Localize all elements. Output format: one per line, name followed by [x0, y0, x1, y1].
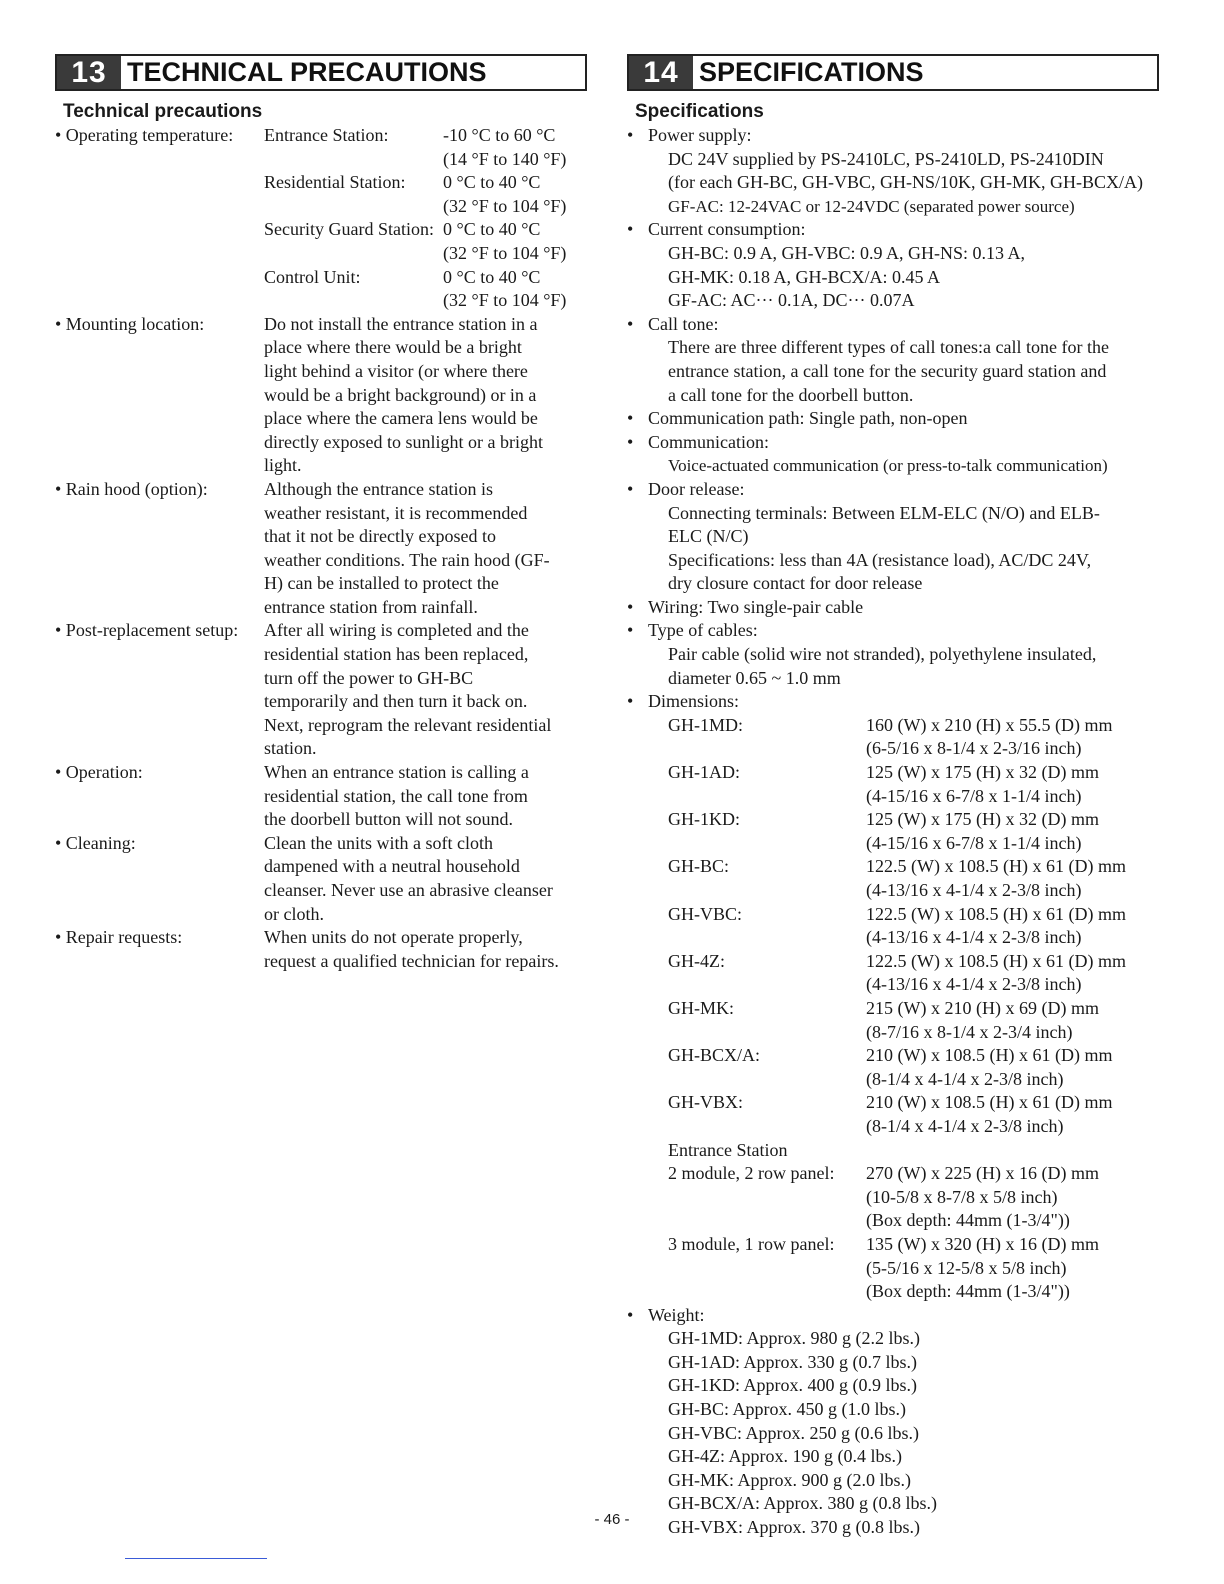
spec-call-tone: [627, 313, 1159, 407]
temperature-row: [264, 124, 587, 171]
temperature-celsius: -10 °C to 60 °C: [443, 125, 556, 145]
section-number: 14: [629, 56, 693, 89]
dimension-inch: (6-5/16 x 8-1/4 x 2-3/16 inch): [866, 738, 1082, 759]
spec-type-of-cables: [627, 619, 1159, 690]
precaution-line: light behind a visitor (or where there: [264, 360, 528, 381]
dimension-row: [668, 1233, 1159, 1304]
dimension-row: [668, 903, 1159, 950]
spec-heading: Power supply:: [648, 125, 752, 145]
precaution-label: • Repair requests:: [55, 927, 183, 948]
spec-line: Connecting terminals: Between ELM-ELC (N/O) and ELB-: [668, 502, 1100, 523]
temperature-location: Residential Station:: [264, 172, 406, 193]
precaution-label: • Operating temperature:: [55, 125, 234, 145]
spec-line: (for each GH-BC, GH-VBC, GH-NS/10K, GH-MK, GH-BCX/A): [668, 172, 1143, 193]
model-label: GH-MK:: [668, 997, 734, 1018]
spec-heading: Communication:: [648, 431, 769, 452]
bullet: •: [627, 313, 634, 334]
spec-line: GF-AC: 12-24VAC or 12-24VDC (separated power source): [668, 196, 1075, 216]
precaution-repair-requests: [55, 926, 587, 973]
spec-heading: Type of cables:: [648, 620, 758, 641]
spec-line: Specifications: less than 4A (resistance load), AC/DC 24V,: [668, 549, 1092, 570]
spec-line: GH-BC: 0.9 A, GH-VBC: 0.9 A, GH-NS: 0.13 A,: [668, 242, 1026, 263]
precaution-line: turn off the power to GH-BC: [264, 667, 474, 688]
entrance-station-heading: Entrance Station: [668, 1139, 788, 1160]
spec-wiring: [627, 596, 1159, 620]
precaution-label: • Cleaning:: [55, 832, 136, 853]
model-label: GH-4Z:: [668, 950, 725, 971]
precaution-line: When an entrance station is calling a: [264, 762, 529, 783]
dimension-inch: (4-15/16 x 6-7/8 x 1-1/4 inch): [866, 785, 1082, 806]
spec-line: entrance station, a call tone for the security guard station and: [668, 360, 1107, 381]
spec-weight: [627, 1304, 1159, 1540]
dimension-row: [668, 1162, 1159, 1233]
section-title: SPECIFICATIONS: [699, 57, 924, 87]
precaution-line: Clean the units with a soft cloth: [264, 832, 493, 853]
weight-line: GH-BC: Approx. 450 g (1.0 lbs.): [668, 1399, 906, 1420]
precaution-line: dampened with a neutral household: [264, 856, 520, 877]
precaution-line: directly exposed to sunlight or a bright: [264, 431, 543, 452]
precaution-line: residential station has been replaced,: [264, 644, 529, 665]
weight-line: GH-MK: Approx. 900 g (2.0 lbs.): [668, 1469, 911, 1490]
dimension-metric: 160 (W) x 210 (H) x 55.5 (D) mm: [866, 714, 1113, 735]
weight-line: GH-BCX/A: Approx. 380 g (0.8 lbs.): [668, 1493, 937, 1514]
precaution-operation: [55, 761, 587, 832]
spec-heading: Dimensions:: [648, 691, 740, 712]
temperature-celsius: 0 °C to 40 °C: [443, 172, 541, 193]
temperature-fahrenheit: (32 °F to 104 °F): [443, 290, 567, 311]
weight-line: GH-1MD: Approx. 980 g (2.2 lbs.): [668, 1328, 920, 1349]
dimension-inch: (10-5/8 x 8-7/8 x 5/8 inch): [866, 1186, 1058, 1207]
precaution-line: place where the camera lens would be: [264, 408, 538, 429]
weight-line: GH-VBC: Approx. 250 g (0.6 lbs.): [668, 1422, 919, 1443]
weight-line: GH-VBX: Approx. 370 g (0.8 lbs.): [668, 1517, 920, 1538]
section-header-14: [627, 54, 1159, 91]
precaution-line: residential station, the call tone from: [264, 785, 528, 806]
precaution-line: weather resistant, it is recommended: [264, 502, 528, 523]
precaution-line: cleanser. Never use an abrasive cleanser: [264, 880, 553, 900]
precaution-line: or cloth.: [264, 903, 324, 924]
weight-line: GH-4Z: Approx. 190 g (0.4 lbs.): [668, 1446, 902, 1467]
bullet: •: [627, 125, 634, 145]
model-label: GH-VBX:: [668, 1092, 743, 1113]
temperature-row: [264, 171, 587, 218]
spec-line: DC 24V supplied by PS-2410LC, PS-2410LD, PS-2410DIN: [668, 148, 1104, 169]
model-label: GH-1AD:: [668, 762, 740, 783]
spec-current-consumption: [627, 218, 1159, 312]
dimension-row: [668, 997, 1159, 1044]
panel-label: 3 module, 1 row panel:: [668, 1233, 835, 1254]
dimension-inch: (8-1/4 x 4-1/4 x 2-3/8 inch): [866, 1115, 1064, 1136]
panel-label: 2 module, 2 row panel:: [668, 1163, 835, 1184]
dimension-row: [668, 950, 1159, 997]
precaution-line: the doorbell button will not sound.: [264, 809, 513, 830]
precaution-line: request a qualified technician for repairs.: [264, 950, 559, 971]
dimension-inch: (8-1/4 x 4-1/4 x 2-3/8 inch): [866, 1068, 1064, 1089]
spec-heading: Weight:: [648, 1304, 705, 1325]
model-label: GH-BC:: [668, 856, 730, 877]
weight-line: GH-1KD: Approx. 400 g (0.9 lbs.): [668, 1375, 917, 1396]
dimension-metric: 210 (W) x 108.5 (H) x 61 (D) mm: [866, 1092, 1113, 1113]
temperature-fahrenheit: (32 °F to 104 °F): [443, 242, 567, 263]
temperature-row: [264, 218, 587, 265]
section-header-13: [55, 54, 587, 91]
dimension-metric: 125 (W) x 175 (H) x 32 (D) mm: [866, 762, 1099, 783]
temperature-row: [264, 266, 587, 313]
dimension-metric: 270 (W) x 225 (H) x 16 (D) mm: [866, 1163, 1099, 1184]
precaution-line: station.: [264, 738, 317, 759]
precaution-label: • Mounting location:: [55, 313, 205, 334]
spec-heading: Wiring: Two single-pair cable: [648, 596, 864, 617]
dimension-inch: (4-13/16 x 4-1/4 x 2-3/8 inch): [866, 927, 1082, 948]
dimension-inch: (4-13/16 x 4-1/4 x 2-3/8 inch): [866, 974, 1082, 995]
bullet: •: [627, 691, 634, 712]
dimension-metric: 122.5 (W) x 108.5 (H) x 61 (D) mm: [866, 903, 1126, 924]
dimension-metric: 135 (W) x 320 (H) x 16 (D) mm: [866, 1233, 1099, 1254]
spec-line: There are three different types of call tones:a call tone for the: [668, 337, 1109, 358]
precaution-label: • Rain hood (option):: [55, 478, 208, 499]
temperature-fahrenheit: (32 °F to 104 °F): [443, 195, 567, 216]
precaution-line: Although the entrance station is: [264, 478, 493, 499]
dimension-row: [668, 855, 1159, 902]
spec-communication-path: [627, 407, 1159, 431]
dimension-inch: (4-15/16 x 6-7/8 x 1-1/4 inch): [866, 832, 1082, 853]
dimension-inch: (4-13/16 x 4-1/4 x 2-3/8 inch): [866, 880, 1082, 900]
spec-heading: Call tone:: [648, 313, 719, 334]
temperature-location: Security Guard Station:: [264, 219, 434, 240]
spec-line: dry closure contact for door release: [668, 573, 923, 594]
spec-line: GF-AC: AC··· 0.1A, DC··· 0.07A: [668, 290, 915, 311]
dimension-metric: 122.5 (W) x 108.5 (H) x 61 (D) mm: [866, 950, 1126, 971]
temperature-location: Control Unit:: [264, 266, 361, 287]
box-depth: (Box depth: 44mm (1-3/4")): [866, 1210, 1070, 1231]
model-label: GH-1MD:: [668, 714, 743, 735]
temperature-fahrenheit: (14 °F to 140 °F): [443, 148, 567, 169]
specifications-section: [627, 54, 1159, 1540]
weight-line: GH-1AD: Approx. 330 g (0.7 lbs.): [668, 1351, 917, 1372]
dimension-row: [668, 1091, 1159, 1138]
spec-power-supply: [627, 124, 1159, 218]
precaution-rain-hood: [55, 478, 587, 620]
precaution-line: would be a bright background) or in a: [264, 384, 537, 405]
subheading: Specifications: [635, 101, 764, 122]
bullet: •: [627, 596, 634, 617]
technical-precautions-section: [55, 54, 587, 973]
temperature-location: Entrance Station:: [264, 125, 389, 145]
dimension-metric: 210 (W) x 108.5 (H) x 61 (D) mm: [866, 1045, 1113, 1066]
precaution-line: place where there would be a bright: [264, 337, 522, 358]
spec-line: GH-MK: 0.18 A, GH-BCX/A: 0.45 A: [668, 266, 941, 287]
dimension-row: [668, 761, 1159, 808]
spec-line: diameter 0.65 ~ 1.0 mm: [668, 667, 841, 688]
precaution-label: • Post-replacement setup:: [55, 620, 239, 641]
precaution-line: temporarily and then turn it back on.: [264, 691, 528, 712]
dimension-metric: 215 (W) x 210 (H) x 69 (D) mm: [866, 997, 1099, 1018]
precaution-line: Do not install the entrance station in a: [264, 313, 538, 334]
bullet: •: [627, 1304, 634, 1325]
dimension-row: [668, 808, 1159, 855]
model-label: GH-BCX/A:: [668, 1045, 761, 1066]
precaution-line: H) can be installed to protect the: [264, 573, 499, 594]
temperature-celsius: 0 °C to 40 °C: [443, 266, 541, 287]
precaution-line: Next, reprogram the relevant residential: [264, 714, 552, 735]
precaution-line: that it not be directly exposed to: [264, 526, 496, 547]
precaution-post-replacement-setup: [55, 619, 587, 761]
precaution-cleaning: [55, 832, 587, 926]
dimension-inch: (5-5/16 x 12-5/8 x 5/8 inch): [866, 1257, 1067, 1278]
spec-door-release: [627, 478, 1159, 596]
precaution-line: entrance station from rainfall.: [264, 596, 478, 617]
dimension-metric: 125 (W) x 175 (H) x 32 (D) mm: [866, 809, 1099, 830]
model-label: GH-VBC:: [668, 903, 743, 924]
model-label: GH-1KD:: [668, 809, 740, 830]
spec-line: a call tone for the doorbell button.: [668, 384, 914, 405]
precaution-line: When units do not operate properly,: [264, 927, 523, 948]
precaution-line: light.: [264, 455, 302, 476]
dimension-metric: 122.5 (W) x 108.5 (H) x 61 (D) mm: [866, 856, 1126, 877]
spec-heading: Communication path: Single path, non-open: [648, 408, 968, 429]
dimension-row: [668, 1044, 1159, 1091]
spec-heading: Door release:: [648, 478, 745, 499]
spec-line: Pair cable (solid wire not stranded), polyethylene insulated,: [668, 644, 1097, 665]
precaution-mounting-location: [55, 313, 587, 478]
subheading: Technical precautions: [63, 101, 263, 122]
section-number: 13: [57, 56, 121, 89]
precaution-label: • Operation:: [55, 762, 143, 783]
page-number: - 46 -: [594, 1511, 630, 1528]
footer-divider: [125, 1558, 267, 1559]
bullet: •: [627, 478, 634, 499]
spec-line: ELC (N/C): [668, 526, 749, 547]
temperature-celsius: 0 °C to 40 °C: [443, 219, 541, 240]
dimension-inch: (8-7/16 x 8-1/4 x 2-3/4 inch): [866, 1021, 1073, 1042]
precaution-line: weather conditions. The rain hood (GF-: [264, 549, 550, 570]
spec-heading: Current consumption:: [648, 219, 806, 240]
bullet: •: [627, 408, 634, 429]
temperature-table: [264, 124, 587, 313]
bullet: •: [627, 620, 634, 641]
section-title: TECHNICAL PRECAUTIONS: [127, 57, 487, 87]
dimension-row: [668, 714, 1159, 761]
precaution-operating-temperature: [55, 124, 587, 313]
bullet: •: [627, 219, 634, 240]
bullet: •: [627, 431, 634, 452]
spec-dimensions: [627, 690, 1159, 1303]
box-depth: (Box depth: 44mm (1-3/4")): [866, 1281, 1070, 1302]
spec-line: Voice-actuated communication (or press-to-talk communication): [668, 456, 1108, 476]
spec-communication: [627, 431, 1159, 478]
precaution-line: After all wiring is completed and the: [264, 620, 529, 641]
